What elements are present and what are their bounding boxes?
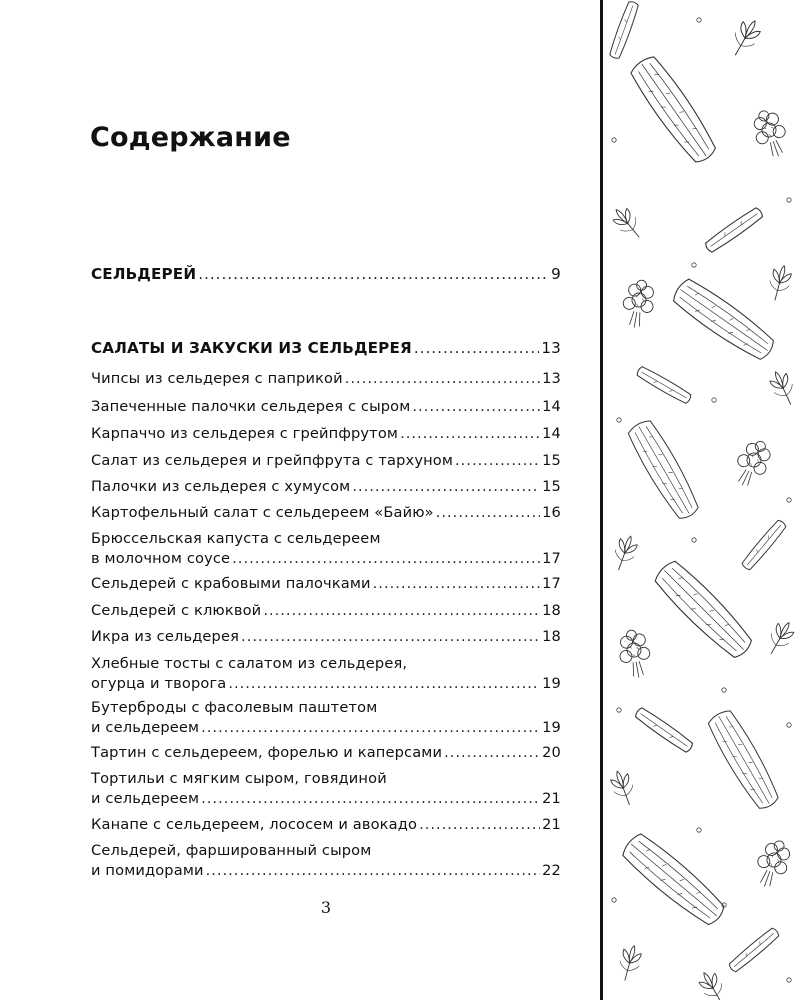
celery-stick-drawing — [634, 706, 695, 754]
toc-leader-dots — [206, 861, 541, 881]
toc-entry-title: Тортильи с мягким сыром, говядиной — [91, 770, 387, 787]
toc-entry-line — [91, 654, 561, 674]
toc-entry-line — [91, 743, 561, 763]
toc-entry-title: Палочки из сельдерея с хумусом — [91, 478, 351, 495]
toc-leader-dots — [345, 369, 540, 389]
celery-bunch-drawing — [750, 836, 795, 891]
pattern-dot — [712, 398, 716, 402]
toc-entry-line — [91, 718, 561, 738]
pattern-dot — [787, 198, 791, 202]
celery-stalk-drawing — [651, 557, 757, 663]
toc-entry-title: Карпаччо из сельдерея с грейпфрутом — [91, 425, 399, 442]
illustration-border — [600, 0, 603, 1000]
toc-entry-line — [91, 627, 561, 647]
toc-page-number: 21 — [542, 790, 561, 807]
toc-page-number: 21 — [542, 816, 561, 833]
celery-stalk-drawing — [625, 417, 703, 523]
toc-entry-title: Запеченные палочки сельдерея с сыром — [91, 398, 411, 415]
toc-page-number: 20 — [542, 744, 561, 761]
toc-leader-dots — [198, 264, 549, 284]
toc-entry-title: огурца и творога — [91, 675, 227, 692]
toc-entry-line — [91, 549, 561, 569]
toc-leader-dots — [352, 477, 540, 497]
toc-recipe-entry — [91, 627, 561, 647]
toc-entry-line — [91, 264, 561, 284]
toc-entry-line — [91, 338, 561, 358]
celery-stick-drawing — [728, 926, 781, 973]
toc-page-number: 19 — [542, 675, 561, 692]
toc-entry-line — [91, 769, 561, 789]
pattern-dot — [612, 898, 616, 902]
toc-page-number: 16 — [542, 504, 561, 521]
toc-entry-title: Тартин с сельдереем, форелью и каперсами — [91, 744, 443, 761]
toc-entry-line — [91, 841, 561, 861]
toc-entry-line — [91, 861, 561, 881]
toc-entry-title: СЕЛЬДЕРЕЙ — [91, 265, 197, 283]
celery-leaf-drawing — [762, 618, 797, 659]
celery-stick-drawing — [704, 206, 765, 254]
celery-stalk-drawing — [705, 707, 783, 813]
toc-entry-title: и помидорами — [91, 862, 204, 879]
toc-entry-line — [91, 674, 561, 694]
toc-page-number: 9 — [551, 265, 561, 283]
toc-recipe-entry — [91, 477, 561, 497]
toc-entry-line — [91, 789, 561, 809]
toc-section-entry — [91, 338, 561, 358]
celery-stick-drawing — [740, 519, 787, 572]
celery-stalk-drawing — [619, 830, 730, 931]
toc-leader-dots — [436, 503, 540, 523]
pattern-dot — [692, 538, 696, 542]
toc-entry-line — [91, 397, 561, 417]
toc-leader-dots — [201, 718, 540, 738]
toc-page-number: 18 — [542, 628, 561, 645]
toc-entry-line — [91, 529, 561, 549]
celery-leaf-drawing — [615, 943, 644, 983]
celery-stalk-drawing — [627, 53, 721, 168]
celery-bunch-drawing — [619, 278, 657, 330]
toc-entry-title: Сельдерей с клюквой — [91, 602, 262, 619]
toc-entry-line — [91, 698, 561, 718]
toc-section-entry — [91, 264, 561, 284]
toc-entry-title: Канапе с сельдереем, лососем и авокадо — [91, 816, 418, 833]
pattern-dot — [692, 263, 696, 267]
toc-entry-line — [91, 503, 561, 523]
toc-leader-dots — [201, 789, 540, 809]
celery-leaf-drawing — [765, 263, 794, 303]
celery-pattern-illustration — [604, 0, 800, 1000]
pattern-dot — [787, 723, 791, 727]
celery-stick-drawing — [608, 0, 639, 60]
toc-page-number: 15 — [542, 478, 561, 495]
toc-entry-title: Чипсы из сельдерея с паприкой — [91, 370, 343, 387]
celery-bunch-drawing — [748, 106, 793, 161]
toc-entry-title: и сельдереем — [91, 719, 200, 736]
toc-page-number: 22 — [542, 862, 561, 879]
toc-entry-title: и сельдереем — [91, 790, 200, 807]
pattern-dot — [722, 688, 726, 692]
toc-recipe-entry — [91, 769, 561, 809]
toc-entry-line — [91, 369, 561, 389]
toc-leader-dots — [241, 627, 540, 647]
toc-page-number: 17 — [542, 550, 561, 567]
toc-recipe-entry — [91, 841, 561, 881]
toc-leader-dots — [232, 549, 540, 569]
toc-leader-dots — [444, 743, 540, 763]
pattern-dot — [787, 978, 791, 982]
page-title: Содержание — [90, 122, 291, 153]
toc-page-number: 13 — [542, 370, 561, 387]
toc-recipe-entry — [91, 397, 561, 417]
toc-leader-dots — [373, 574, 540, 594]
toc-entry-title: Сельдерей, фаршированный сыром — [91, 842, 372, 859]
toc-entry-title: Бутерброды с фасолевым паштетом — [91, 699, 378, 716]
toc-entry-title: в молочном соусе — [91, 550, 231, 567]
toc-page-number: 18 — [542, 602, 561, 619]
toc-recipe-entry — [91, 601, 561, 621]
toc-leader-dots — [455, 451, 540, 471]
toc-recipe-entry — [91, 369, 561, 389]
celery-leaf-drawing — [726, 15, 765, 60]
celery-stalk-drawing — [669, 275, 778, 365]
celery-leaf-drawing — [609, 533, 640, 574]
toc-entry-line — [91, 477, 561, 497]
toc-leader-dots — [263, 601, 540, 621]
toc-recipe-entry — [91, 424, 561, 444]
toc-recipe-entry — [91, 815, 561, 835]
toc-recipe-entry — [91, 698, 561, 738]
pattern-dot — [617, 418, 621, 422]
toc-entry-line — [91, 815, 561, 835]
toc-page-number: 17 — [542, 575, 561, 592]
page-number: 3 — [320, 898, 332, 917]
celery-stick-drawing — [635, 365, 692, 405]
toc-entry-line — [91, 574, 561, 594]
toc-entry-line — [91, 451, 561, 471]
toc-page-number: 13 — [541, 339, 561, 357]
pattern-dot — [612, 138, 616, 142]
toc-page-number: 14 — [542, 398, 561, 415]
pattern-dot — [617, 708, 621, 712]
toc-leader-dots — [412, 397, 540, 417]
celery-leaf-drawing — [608, 768, 639, 809]
toc-leader-dots — [228, 674, 540, 694]
toc-leader-dots — [400, 424, 540, 444]
celery-bunch-drawing — [616, 628, 654, 680]
toc-entry-line — [91, 601, 561, 621]
toc-leader-dots — [414, 338, 540, 358]
pattern-dot — [787, 498, 791, 502]
toc-entry-title: Картофельный салат с сельдереем «Байю» — [91, 504, 434, 521]
toc-recipe-entry — [91, 574, 561, 594]
toc-recipe-entry — [91, 654, 561, 694]
toc-entry-title: Сельдерей с крабовыми палочками — [91, 575, 371, 592]
pattern-dot — [697, 828, 701, 832]
pattern-dot — [697, 18, 701, 22]
toc-page-number: 19 — [542, 719, 561, 736]
celery-leaf-drawing — [695, 968, 730, 1000]
toc-entry-title: САЛАТЫ И ЗАКУСКИ ИЗ СЕЛЬДЕРЕЯ — [91, 339, 412, 357]
toc-recipe-entry — [91, 743, 561, 763]
toc-entry-title: Салат из сельдерея и грейпфрута с тархуном — [91, 452, 454, 469]
toc-recipe-entry — [91, 503, 561, 523]
celery-leaf-drawing — [766, 368, 799, 409]
toc-page-number: 14 — [542, 425, 561, 442]
toc-entry-title: Брюссельская капуста с сельдереем — [91, 530, 381, 547]
toc-entry-line — [91, 424, 561, 444]
celery-leaf-drawing — [608, 203, 646, 243]
toc-leader-dots — [419, 815, 540, 835]
toc-page-number: 15 — [542, 452, 561, 469]
toc-recipe-entry — [91, 529, 561, 569]
toc-entry-title: Хлебные тосты с салатом из сельдерея, — [91, 655, 408, 672]
toc-entry-title: Икра из сельдерея — [91, 628, 240, 645]
toc-recipe-entry — [91, 451, 561, 471]
celery-bunch-drawing — [729, 436, 776, 492]
